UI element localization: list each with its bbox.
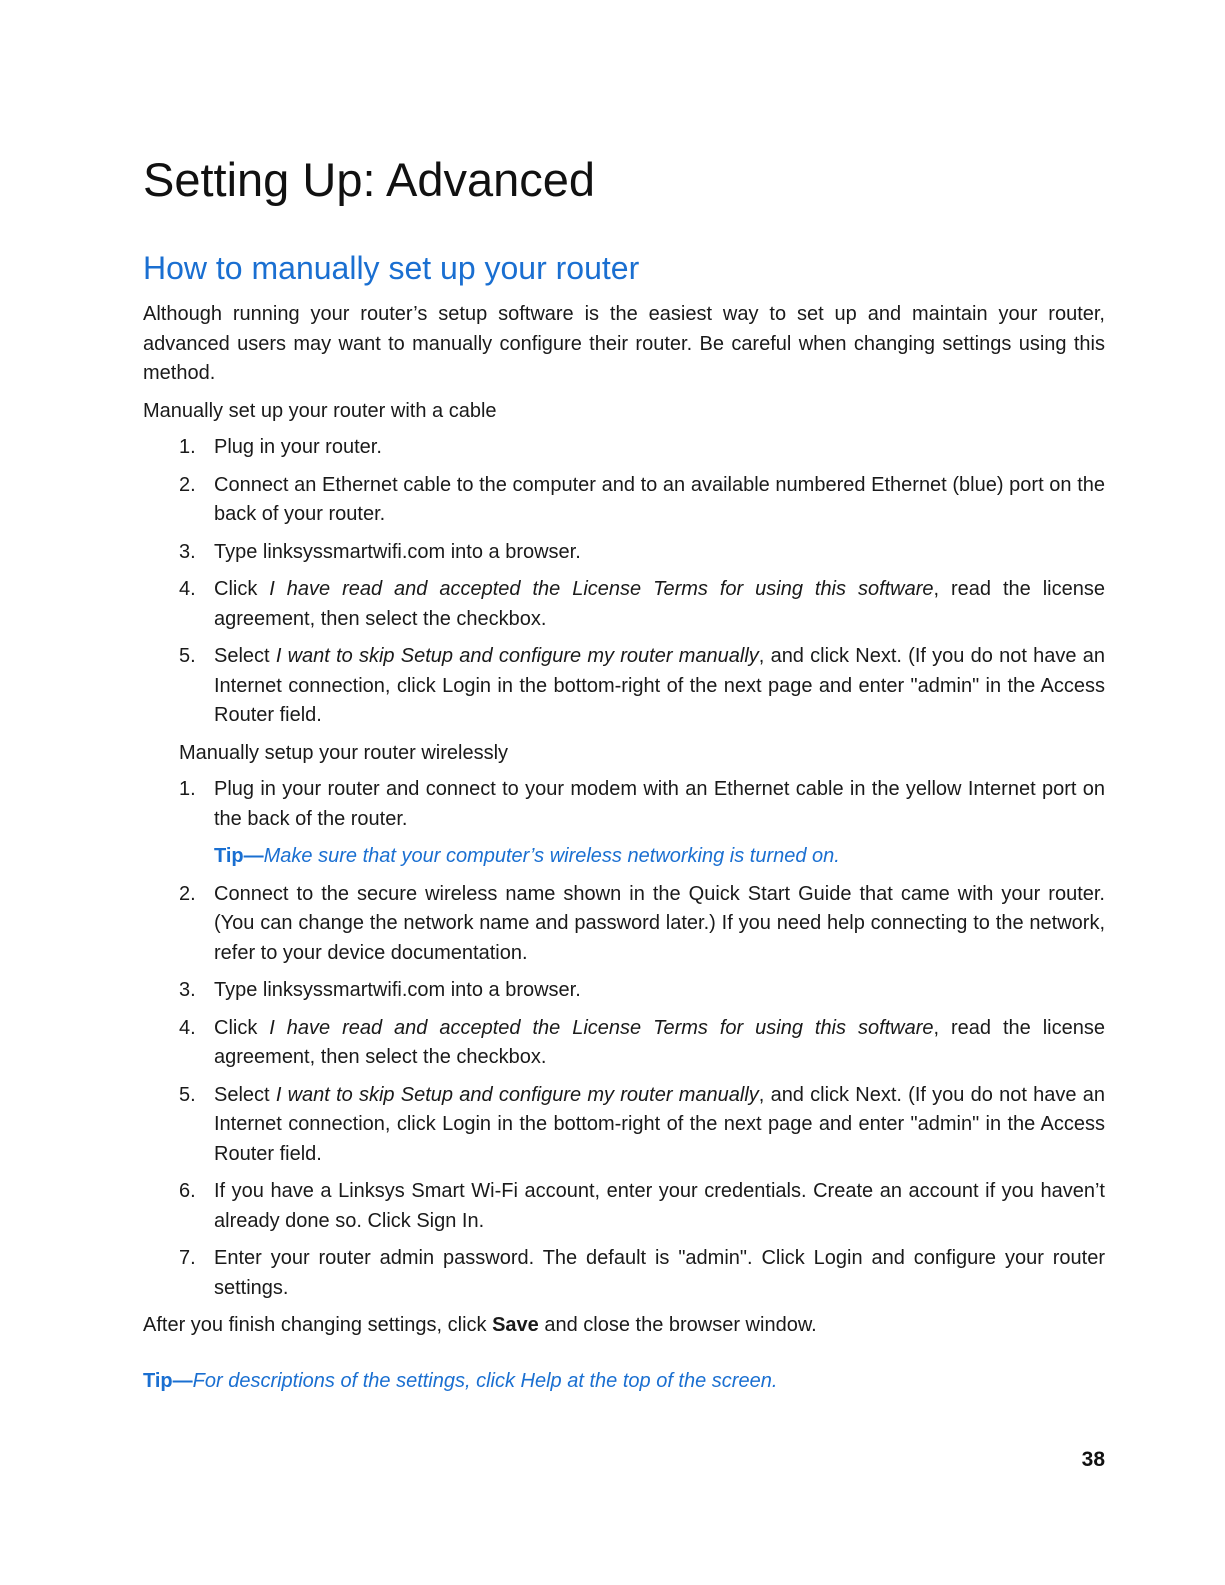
page-number: 38 [1081, 1448, 1105, 1471]
tip-label: Tip [214, 845, 244, 867]
step-number: 3. [179, 540, 196, 563]
step-number: 4. [179, 578, 196, 600]
list-item [143, 880, 1105, 969]
closing-text: and close the browser window. [538, 1314, 817, 1336]
tip-text: Make sure that your computer’s wireless networking is turned on. [263, 845, 840, 867]
list-item [143, 471, 1105, 530]
wireless-tip [214, 842, 1105, 872]
step-text: Plug in your router and connect to your modem with an Ethernet cable in the yellow Internet port on the back of the router. [214, 778, 1105, 830]
section-heading: How to manually set up your router [143, 250, 640, 286]
step-number: 3. [179, 979, 196, 1001]
closing-text: After you finish changing settings, click [143, 1314, 493, 1336]
tip-text: For descriptions of the settings, click Help at the top of the screen. [192, 1370, 778, 1392]
tip-dash: — [172, 1370, 193, 1392]
list-item [143, 1081, 1105, 1170]
list-item [143, 1244, 1105, 1303]
list-item [143, 433, 1105, 463]
step-text: Type linksyssmartwifi.com into a browser. [214, 540, 581, 563]
list-item [143, 642, 1105, 731]
list-item [143, 1014, 1105, 1073]
step-text: , and click Next. (If you do not have an Internet connection, click Login in the bottom-right of the next page and enter "admin" in the Access Router field. [214, 1083, 1105, 1165]
intro-paragraph: Although running your router’s setup software is the easiest way to set up and maintain your router, advanced users may want to manually configure their router. Be careful when changing settings using this method. [143, 303, 1105, 384]
list-item [143, 775, 1105, 834]
step-number: 6. [179, 1180, 196, 1202]
step-number: 2. [179, 882, 196, 905]
step-text: Select [214, 645, 276, 667]
step-text: Select [214, 1083, 276, 1106]
document-body [143, 300, 1105, 1349]
step-number: 5. [179, 1083, 196, 1106]
step-emphasis: I want to skip Setup and configure my router manually [275, 645, 759, 667]
cable-section-heading: Manually set up your router with a cable [143, 399, 497, 422]
list-item [143, 538, 1105, 568]
step-text: Connect an Ethernet cable to the computer and to an available numbered Ethernet (blue) port on the back of your router. [214, 473, 1105, 525]
step-number: 5. [179, 645, 196, 667]
tip-label: Tip [143, 1370, 173, 1392]
page-title: Setting Up: Advanced [143, 153, 596, 206]
step-emphasis: I have read and accepted the License Terms for using this software [269, 578, 934, 600]
closing-paragraph [143, 1311, 1105, 1341]
step-text: Connect to the secure wireless name shown in the Quick Start Guide that came with your router. (You can change the network name and password later.) If you need help connecting to the network, refer to your device documentation. [214, 882, 1105, 964]
wireless-steps-list [143, 775, 1105, 834]
wireless-section-heading: Manually setup your router wirelessly [179, 741, 509, 764]
cable-steps-list [143, 433, 1105, 731]
step-number: 1. [179, 436, 196, 458]
step-number: 2. [179, 473, 196, 496]
step-text: Type linksyssmartwifi.com into a browser. [214, 979, 581, 1001]
wireless-steps-list-continued [143, 880, 1105, 1304]
list-item [143, 976, 1105, 1006]
step-text: , read the license agreement, then select the checkbox. [214, 1016, 1105, 1068]
step-number: 4. [179, 1016, 196, 1039]
step-text: , and click Next. (If you do not have an Internet connection, click Login in the bottom-right of the next page and enter "admin" in the Access Router field. [214, 645, 1105, 726]
step-number: 7. [179, 1247, 196, 1269]
step-text: Enter your router admin password. The default is "admin". Click Login and configure your router settings. [214, 1247, 1105, 1299]
step-text: If you have a Linksys Smart Wi-Fi account, enter your credentials. Create an account if you haven’t already done so. Click Sign In. [214, 1180, 1105, 1232]
list-item [143, 1177, 1105, 1236]
step-text: , read the license agreement, then select the checkbox. [214, 578, 1105, 630]
list-item [143, 575, 1105, 634]
tip-dash: — [243, 845, 264, 867]
step-emphasis: I have read and accepted the License Terms for using this software [269, 1016, 934, 1039]
save-label: Save [492, 1314, 539, 1336]
footer-tip [143, 1370, 777, 1393]
step-number: 1. [179, 778, 196, 800]
step-text: Click [214, 578, 270, 600]
step-text: Click [214, 1016, 270, 1039]
step-text: Plug in your router. [214, 436, 382, 458]
step-emphasis: I want to skip Setup and configure my router manually [275, 1083, 759, 1106]
